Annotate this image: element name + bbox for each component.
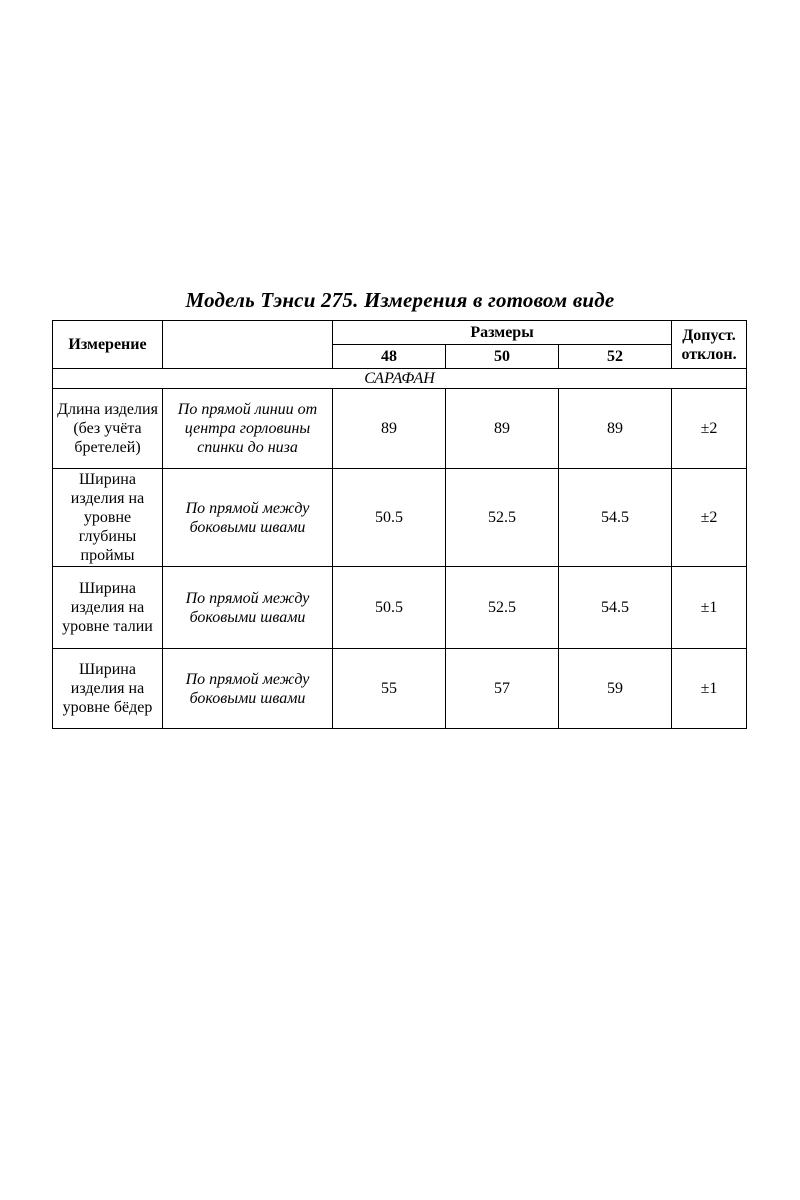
row-value: 50.5 (333, 567, 446, 649)
row-measurement: Ширина изделия на уровне глубины проймы (53, 469, 163, 567)
row-value: 89 (333, 389, 446, 469)
row-value: 89 (559, 389, 672, 469)
section-label: САРАФАН (53, 369, 747, 389)
table-row (53, 469, 747, 567)
size-50: 50 (446, 345, 559, 369)
row-measurement: Длина изделия (без учёта бретелей) (53, 389, 163, 469)
row-value: 50.5 (333, 469, 446, 567)
row-method: По прямой между боковыми швами (163, 649, 333, 729)
row-value: 89 (446, 389, 559, 469)
row-method: По прямой между боковыми швами (163, 567, 333, 649)
table-row (53, 649, 747, 729)
size-48: 48 (333, 345, 446, 369)
row-value: 57 (446, 649, 559, 729)
row-measurement: Ширина изделия на уровне талии (53, 567, 163, 649)
row-method: По прямой линии от центра горловины спинки до низа (163, 389, 333, 469)
row-tolerance: ±1 (672, 649, 747, 729)
row-value: 52.5 (446, 567, 559, 649)
row-value: 55 (333, 649, 446, 729)
measurements-table (52, 320, 747, 729)
row-tolerance: ±2 (672, 469, 747, 567)
header-row (53, 321, 747, 345)
row-tolerance: ±1 (672, 567, 747, 649)
table-row (53, 389, 747, 469)
row-measurement: Ширина изделия на уровне бёдер (53, 649, 163, 729)
size-52: 52 (559, 345, 672, 369)
page-title: Модель Тэнси 275. Измерения в готовом виде (185, 288, 615, 312)
header-tolerance: Допуст. отклон. (672, 321, 747, 369)
header-sizes: Размеры (333, 321, 672, 345)
header-method (163, 321, 333, 369)
section-row (53, 369, 747, 389)
row-method: По прямой между боковыми швами (163, 469, 333, 567)
row-value: 54.5 (559, 567, 672, 649)
row-value: 59 (559, 649, 672, 729)
table-row (53, 567, 747, 649)
row-value: 52.5 (446, 469, 559, 567)
row-value: 54.5 (559, 469, 672, 567)
header-measurement: Измерение (53, 321, 163, 369)
row-tolerance: ±2 (672, 389, 747, 469)
